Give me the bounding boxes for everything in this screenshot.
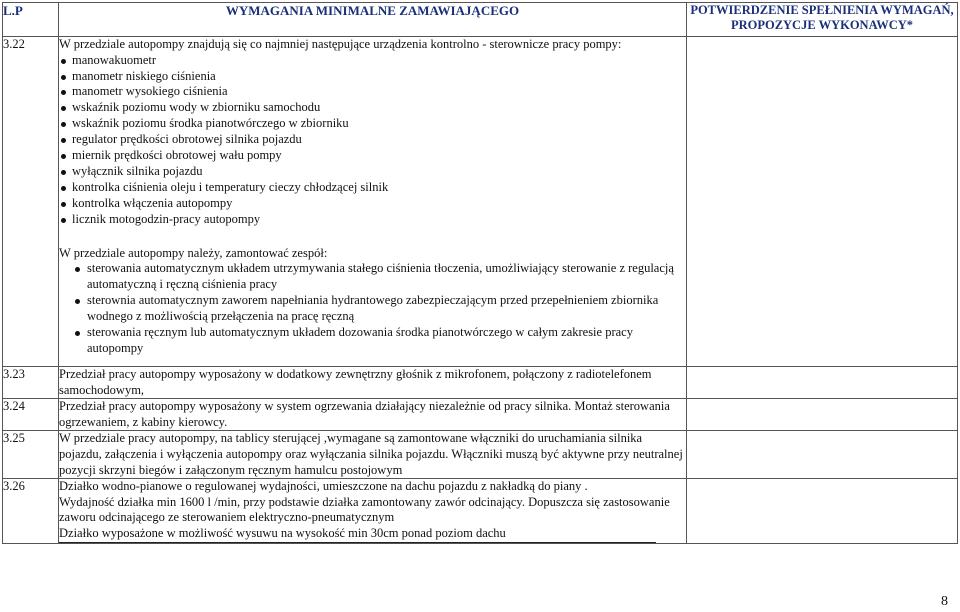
row-number: 3.26 [3,479,59,543]
list-item: wskaźnik poziomu środka pianotwórczego w zbiorniku [59,116,686,132]
list-item: wskaźnik poziomu wody w zbiorniku samochodu [59,100,686,116]
row-text-1: Działko wodno-pianowe o regulowanej wydajności, umieszczone na dachu pojazdu z nakładką do piany . [59,479,588,494]
header-lp: L.P [3,3,59,37]
table-row [3,431,958,479]
device-list [59,53,686,228]
list-item: kontrolka ciśnienia oleju i temperatury cieczy chłodzącej silnik [59,180,686,196]
row-number: 3.23 [3,367,59,399]
row-content: Przedział pracy autopompy wyposażony w dodatkowy zewnętrzny głośnik z mikrofonem, połączony z radiotelefonem samochodowym, [59,367,687,399]
list-item: manometr niskiego ciśnienia [59,69,686,85]
list-item: sterowania automatycznym układem utrzymywania stałego ciśnienia tłoczenia, umożliwiający sterowanie z regulacją automatyczną i ręczną ciśnienia pracy [59,261,686,293]
row-content: Przedział pracy autopompy wyposażony w system ogrzewania działający niezależnie od pracy silnika. Montaż sterowania ogrzewaniem, z kabiny kierowcy. [59,399,687,431]
row-content: W przedziale pracy autopompy, na tablicy sterującej ,wymagane są zamontowane włączniki do uruchamiania silnika pojazdu, załączenia i wyłączenia autopompy oraz wyłączania silnika pojazdu. Włączniki muszą być aktywne przy neutralnej pozycji skrzyni biegów i załączonym ręcznym hamulcu postojowym [59,431,687,479]
table-row [3,399,958,431]
confirmation-cell[interactable] [687,367,958,399]
row-intro-2: W przedziale autopompy należy, zamontować zespół: [59,245,328,260]
confirmation-cell[interactable] [687,399,958,431]
list-item: kontrolka włączenia autopompy [59,196,686,212]
requirements-table [2,2,958,544]
list-item: sterownia automatycznym zaworem napełniania hydrantowego zabezpieczającym przed przepełnieniem zbiornika wodnego z możliwością przełączenia na pracę ręczną [59,293,686,325]
confirmation-cell[interactable] [687,37,958,367]
table-row [3,37,958,367]
row-text-3 [59,526,686,543]
list-item: wyłącznik silnika pojazdu [59,164,686,180]
row-content [59,479,687,543]
table-row [3,367,958,399]
row-number: 3.25 [3,431,59,479]
list-item: miernik prędkości obrotowej wału pompy [59,148,686,164]
list-item: licznik motogodzin-pracy autopompy [59,212,686,228]
page-number: 8 [941,594,948,609]
list-item: manometr wysokiego ciśnienia [59,84,686,100]
row-content [59,37,687,367]
header-confirmation: POTWIERDZENIE SPEŁNIENIA WYMAGAŃ, PROPOZYCJE WYKONAWCY* [687,3,958,37]
header-row [3,3,958,37]
list-item: sterowania ręcznym lub automatycznym układem dozowania środka pianotwórczego w całym zakresie pracy autopompy [59,325,686,357]
confirmation-cell[interactable] [687,479,958,543]
confirmation-cell[interactable] [687,431,958,479]
row-text-3-underlined: Działko wyposażone w możliwość wysuwu na wysokość min 30cm ponad poziom dachu [59,526,656,543]
row-number: 3.22 [3,37,59,367]
row-text-2: Wydajność działka min 1600 l /min, przy podstawie działka zamontowany zawór odcinający. Dopuszcza się zastosowanie zaworu odcinającego ze sterowaniem elektryczno-pneumatycznym [59,494,670,525]
row-intro: W przedziale autopompy znajdują się co najmniej następujące urządzenia kontrolno - sterownicze pracy pompy: [59,37,622,51]
list-item: regulator prędkości obrotowej silnika pojazdu [59,132,686,148]
table-row [3,479,958,543]
header-requirements: WYMAGANIA MINIMALNE ZAMAWIAJĄCEGO [59,3,687,37]
row-number: 3.24 [3,399,59,431]
list-item: manowakuometr [59,53,686,69]
assembly-list [59,261,686,356]
